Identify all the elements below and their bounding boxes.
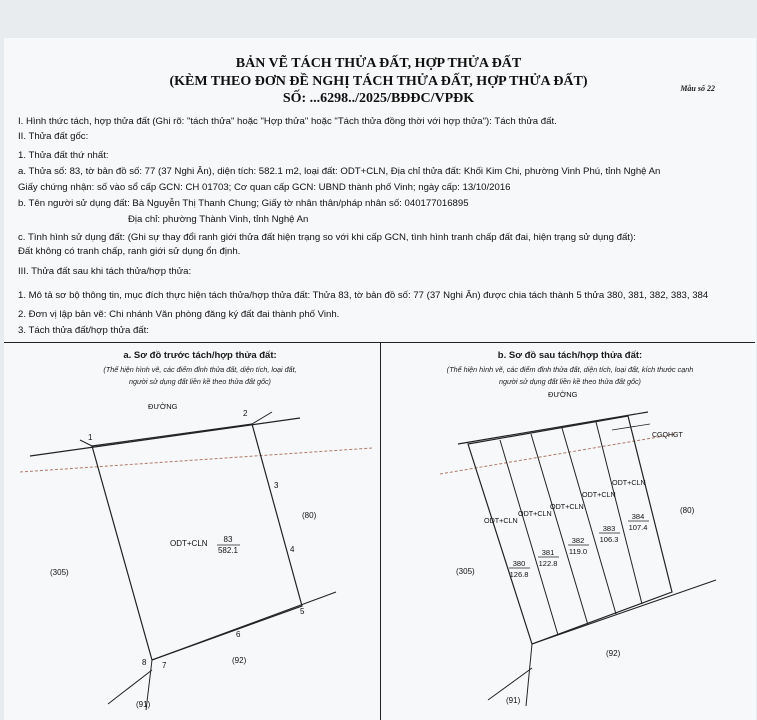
divider-380-381 bbox=[500, 440, 558, 635]
parcel-380-label bbox=[484, 516, 530, 579]
road-label: ĐƯỜNG bbox=[148, 402, 178, 411]
vertex-4: 4 bbox=[290, 545, 295, 554]
parcel-384-area: 107.4 bbox=[628, 523, 648, 532]
split-description-line: 1. Mô tả sơ bộ thông tin, mục đích thực hiện tách thửa/hợp thửa đất: Thửa 83, tờ bản đồ số: 77 (37 Nghi Ân) được chia tách thành 5 thửa 380, 381, 382, 383, 384 bbox=[18, 290, 709, 301]
parcel-383-type: ODT+CLN bbox=[582, 490, 616, 499]
divider-381-382 bbox=[531, 434, 588, 625]
land-use-status-line: c. Tình hình sử dụng đất: (Ghi sự thay đổi ranh giới thửa đất hiện trạng so với khi cấp GCN, tình hình tranh chấp đất đai, hiện trạng sử dụng đất): bbox=[18, 232, 636, 243]
after-diagram-note-2: người sử dụng đất liền kề theo thửa đất gốc) bbox=[499, 377, 641, 386]
form-number: Mẫu số 22 bbox=[680, 84, 715, 93]
split-merge-heading: 3. Tách thửa đất/hợp thửa đất: bbox=[18, 325, 149, 336]
after-diagram-heading: b. Sơ đồ sau tách/hợp thửa đất: bbox=[497, 350, 643, 361]
neighbour-91-label: (91) bbox=[506, 696, 521, 705]
land-type-label: ODT+CLN bbox=[170, 539, 208, 548]
vertex-7: 7 bbox=[162, 661, 167, 670]
neighbour-80-label: (80) bbox=[680, 506, 695, 515]
parcel-381-type: ODT+CLN bbox=[518, 509, 552, 518]
parcel-381-number: 381 bbox=[541, 548, 555, 557]
neighbour-92-label: (92) bbox=[606, 649, 621, 658]
document-number: SỐ: ...6298../2025/BĐĐC/VPĐK bbox=[282, 91, 475, 106]
owner-address-line: Địa chỉ: phường Thành Vinh, tỉnh Nghệ An bbox=[128, 214, 309, 225]
parcel-382-area: 119.0 bbox=[568, 547, 588, 556]
document-subtitle: (KÈM THEO ĐƠN ĐỀ NGHỊ TÁCH THỬA ĐẤT, HỢP THỬA ĐẤT) bbox=[169, 74, 588, 89]
neighbour-boundary-bottom bbox=[532, 580, 716, 644]
road-line bbox=[458, 412, 648, 444]
land-dispute-line: Đất không có tranh chấp, ranh giới sử dụng ổn định. bbox=[18, 246, 241, 257]
vertex-3: 3 bbox=[274, 481, 279, 490]
after-diagram-note-1: (Thể hiện hình vẽ, các điểm đỉnh thửa đất, diện tích, loại đất, kích thước cạnh bbox=[446, 365, 694, 374]
neighbour-91-label: (91) bbox=[136, 700, 151, 709]
parcel-info-line: a. Thửa số: 83, tờ bản đồ số: 77 (37 Nghi Ân), diện tích: 582.1 m2, loại đất: ODT+CLN, Địa chỉ thửa đất: Khối Kim Chi, phường Vinh Phú, tỉnh Nghệ An bbox=[18, 166, 661, 177]
parcel-384-type: ODT+CLN bbox=[612, 478, 646, 487]
parcel-383-number: 383 bbox=[602, 524, 616, 533]
vertex-6: 6 bbox=[236, 630, 241, 639]
neighbour-305-label: (305) bbox=[456, 567, 475, 576]
parcel-384-number: 384 bbox=[631, 512, 645, 521]
parcel-382-number: 382 bbox=[571, 536, 585, 545]
neighbour-80-label: (80) bbox=[302, 511, 317, 520]
neighbour-305-label: (305) bbox=[50, 568, 69, 577]
section-iii-heading: III. Thửa đất sau khi tách thửa/hợp thửa: bbox=[18, 266, 192, 277]
vertex-2: 2 bbox=[243, 409, 248, 418]
parcel-382-label bbox=[550, 502, 589, 556]
parcel-380-number: 380 bbox=[512, 559, 526, 568]
neighbour-boundary-bottom-left bbox=[526, 644, 532, 706]
first-parcel-heading: 1. Thửa đất thứ nhất: bbox=[18, 150, 109, 161]
vertex-8: 8 bbox=[142, 658, 147, 667]
before-diagram-note-1: (Thể hiện hình vẽ, các điểm đỉnh thửa đất, diện tích, loại đất, bbox=[103, 365, 297, 374]
parcel-382-type: ODT+CLN bbox=[550, 502, 584, 511]
corridor-label: CGQHGT bbox=[652, 432, 683, 439]
drawing-unit-line: 2. Đơn vị lập bản vẽ: Chi nhánh Văn phòng đăng ký đất đai thành phố Vinh. bbox=[18, 309, 340, 320]
parcel-381-area: 122.8 bbox=[538, 559, 558, 568]
road-label: ĐƯỜNG bbox=[548, 390, 578, 399]
parcel-380-type: ODT+CLN bbox=[484, 516, 518, 525]
parcel-383-area: 106.3 bbox=[599, 535, 619, 544]
before-diagram-note-2: người sử dụng đất liền kề theo thửa đất gốc) bbox=[129, 377, 271, 386]
before-diagram-heading: a. Sơ đồ trước tách/hợp thửa đất: bbox=[123, 350, 277, 361]
parcel-number: 83 bbox=[223, 535, 233, 544]
section-i-line: I. Hình thức tách, hợp thửa đất (Ghi rõ: "tách thửa" hoặc "Hợp thửa" hoặc "Tách thửa đồng thời với hợp thửa"): Tách thửa đất. bbox=[18, 116, 557, 127]
document-title: BẢN VẼ TÁCH THỬA ĐẤT, HỢP THỬA ĐẤT bbox=[235, 56, 522, 71]
vertex-1: 1 bbox=[88, 433, 93, 442]
divider-382-383 bbox=[562, 428, 616, 614]
parcel-380-area: 126.8 bbox=[509, 570, 529, 579]
neighbour-92-label: (92) bbox=[232, 656, 247, 665]
certificate-line: Giấy chứng nhận: số vào sổ cấp GCN: CH 01703; Cơ quan cấp GCN: UBND thành phố Vinh; ngày cấp: 13/10/2016 bbox=[18, 182, 511, 193]
parcel-area: 582.1 bbox=[217, 546, 239, 555]
section-ii-heading: II. Thửa đất gốc: bbox=[18, 131, 89, 142]
vertex-5: 5 bbox=[300, 607, 305, 616]
parcel-384-label bbox=[612, 478, 649, 532]
owner-line: b. Tên người sử dụng đất: Bà Nguyễn Thị Thanh Chung; Giấy tờ nhân thân/pháp nhân số: 040177016895 bbox=[18, 198, 469, 209]
